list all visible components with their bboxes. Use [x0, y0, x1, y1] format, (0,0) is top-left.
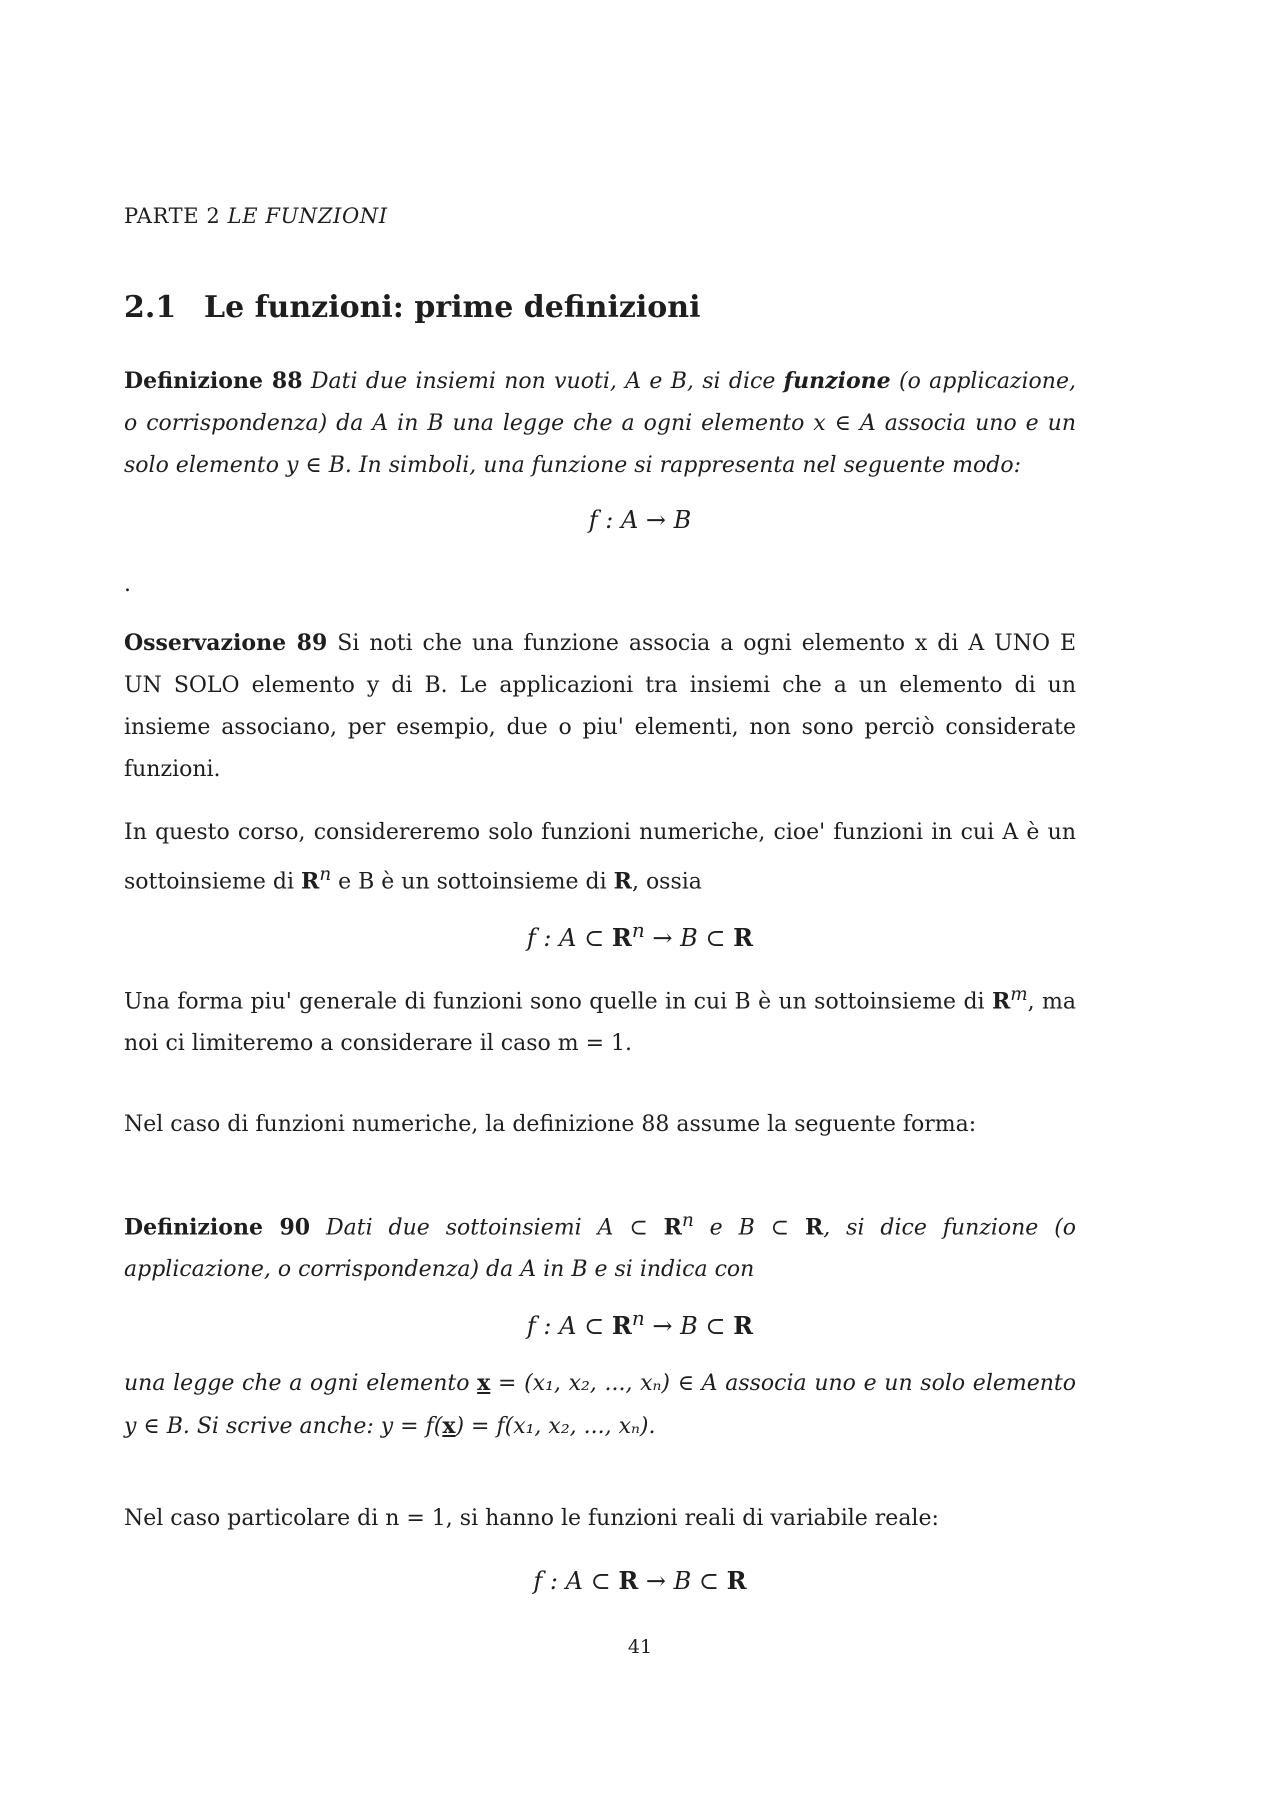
vector-x: x [477, 1370, 491, 1396]
definition-90-cont-b: = (x₁, x₂, ..., xₙ) ∈ A associa uno e un solo elemento y ∈ B. Si scrive anche: y = f( [124, 1371, 1077, 1439]
paragraph-real-functions: Nel caso particolare di n = 1, si hanno le funzioni reali di variabile reale: [124, 1506, 939, 1531]
symbol-m: m [1010, 984, 1028, 1005]
paragraph-numeric-case: Nel caso di funzioni numeriche, la definizione 88 assume la seguente forma: [124, 1112, 977, 1137]
formula3-pre: f : A ⊂ [526, 1312, 605, 1340]
general-text-b: , ma noi ci limiteremo a considerare il caso m = 1. [124, 989, 1077, 1057]
stray-dot: . [124, 572, 131, 597]
symbol-r: R [805, 1214, 824, 1241]
section-title: Le funzioni: prime definizioni [204, 290, 701, 325]
definition-90-label: Definizione 90 [124, 1214, 311, 1241]
symbol-r: R [613, 868, 632, 895]
definition-88-label: Definizione 88 [124, 368, 303, 394]
definition-90-continuation [124, 1362, 1076, 1448]
formula2-mid: → B ⊂ [652, 924, 726, 952]
formula3-mid: → B ⊂ [652, 1312, 726, 1340]
running-header [124, 204, 1076, 228]
symbol-r: R [611, 1311, 632, 1340]
definition-88-text-a: Dati due insiemi non vuoti, A e B, si dice [310, 369, 776, 394]
symbol-r: R [301, 868, 320, 895]
definition-90-cont-c: ) = f(x₁, x₂, ..., xₙ). [455, 1414, 656, 1439]
symbol-n: n [681, 1210, 694, 1231]
observation-89-text: Si noti che una funzione associa a ogni elemento x di A UNO E UN SOLO elemento y di B. Le applicazioni tra insiemi che a un elemento di un insieme associano, per esempio, due o piu' elementi, non sono perciò considerate funzioni. [124, 631, 1077, 782]
definition-88 [124, 360, 1076, 487]
part-title: LE FUNZIONI [227, 204, 388, 228]
formula4-mid: → B ⊂ [645, 1567, 720, 1595]
symbol-r: R [733, 1311, 754, 1340]
formula4-pre: f : A ⊂ [533, 1567, 611, 1595]
section-heading [124, 290, 1076, 325]
numeric-text-c: , ossia [631, 869, 702, 895]
definition-90-text-c: , si dice funzione (o applicazione, o corrispondenza) da A in B e si indica con [124, 1215, 1077, 1283]
general-text-a: Una forma piu' generale di funzioni sono quelle in cui B è un sottoinsieme di [124, 989, 985, 1015]
symbol-r: R [726, 1566, 747, 1595]
observation-89-label: Osservazione 89 [124, 630, 328, 656]
part-label: PARTE 2 [124, 204, 221, 228]
definition-88-keyword: funzione [783, 368, 891, 394]
definition-90 [124, 1200, 1076, 1291]
definition-88-text-b: (o applicazione, o corrispondenza) da A in B una legge che a ogni elemento x ∈ A associa uno e un solo elemento y ∈ B. In simboli, una funzione si rappresenta nel seguente modo: [124, 369, 1076, 478]
numeric-text-b: e B è un sottoinsieme di [338, 869, 607, 895]
definition-90-cont-a: una legge che a ogni elemento [124, 1371, 470, 1396]
symbol-r: R [733, 923, 754, 952]
observation-89 [124, 622, 1076, 791]
numeric-text-a: In questo corso, considereremo solo funzioni numeriche, cioe' funzioni in cui A è un sottoinsieme di [124, 820, 1076, 895]
symbol-r: R [663, 1214, 682, 1241]
definition-90-text-b: e B ⊂ [709, 1215, 790, 1241]
symbol-n: n [319, 864, 332, 885]
formula2-pre: f : A ⊂ [526, 924, 605, 952]
paragraph-numeric-functions [124, 812, 1076, 903]
page-number: 41 [627, 1636, 653, 1658]
formula-numeric-function [0, 918, 1280, 952]
formula-real-function [0, 1566, 1280, 1595]
symbol-n: n [631, 1306, 645, 1330]
symbol-r: R [618, 1566, 639, 1595]
definition-90-text-a: Dati due sottoinsiemi A ⊂ [326, 1215, 648, 1241]
formula-definition-90 [0, 1306, 1280, 1340]
vector-x: x [442, 1413, 456, 1439]
formula-f-a-b: f : A → B [588, 506, 692, 534]
section-number: 2.1 [124, 290, 177, 325]
symbol-r: R [611, 923, 632, 952]
symbol-r: R [991, 988, 1011, 1015]
paragraph-general-form [124, 974, 1076, 1065]
symbol-n: n [631, 918, 645, 942]
